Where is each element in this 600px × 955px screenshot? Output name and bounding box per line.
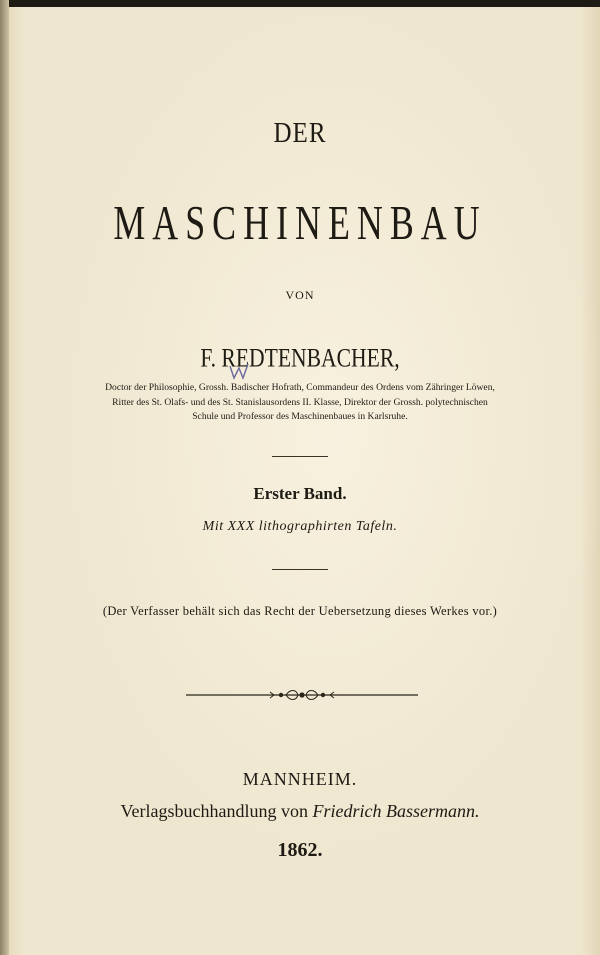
- author-description-line-1: Doctor der Philosophie, Grossh. Badischer Hofrath, Commandeur des Ordens vom Zähringer Löwen,: [105, 382, 495, 393]
- volume-label: Erster Band.: [253, 484, 347, 503]
- plates-note: Mit XXX lithographirten Tafeln.: [202, 519, 398, 534]
- book-title: MASCHINENBAU: [113, 195, 487, 250]
- author-description-line-3: Schule und Professor des Maschinenbaues in Karlsruhe.: [192, 411, 408, 422]
- by-line: VON: [285, 288, 315, 302]
- publisher-line: [0, 801, 600, 822]
- ornamental-divider: [186, 687, 418, 703]
- scan-top-edge: [0, 0, 600, 7]
- author-description-line-2: Ritter des St. Olafs- und des St. Stanislausordens II. Klasse, Direktor der Grossh. polytechnischen: [112, 397, 488, 408]
- rights-notice: (Der Verfasser behält sich das Recht der Uebersetzung dieses Werkes vor.): [102, 604, 498, 618]
- place-of-publication: MANNHEIM.: [242, 769, 358, 789]
- divider-rule: [272, 456, 328, 457]
- handwritten-w-mark: [228, 358, 250, 384]
- author-name: F. REDTENBACHER,: [200, 344, 400, 374]
- publisher-prefix: Verlagsbuchhandlung von: [120, 801, 313, 821]
- publisher-name: Friedrich Bassermann.: [312, 801, 480, 821]
- divider-rule: [272, 569, 328, 570]
- publication-year: 1862.: [277, 839, 323, 861]
- title-article: DER: [273, 117, 327, 149]
